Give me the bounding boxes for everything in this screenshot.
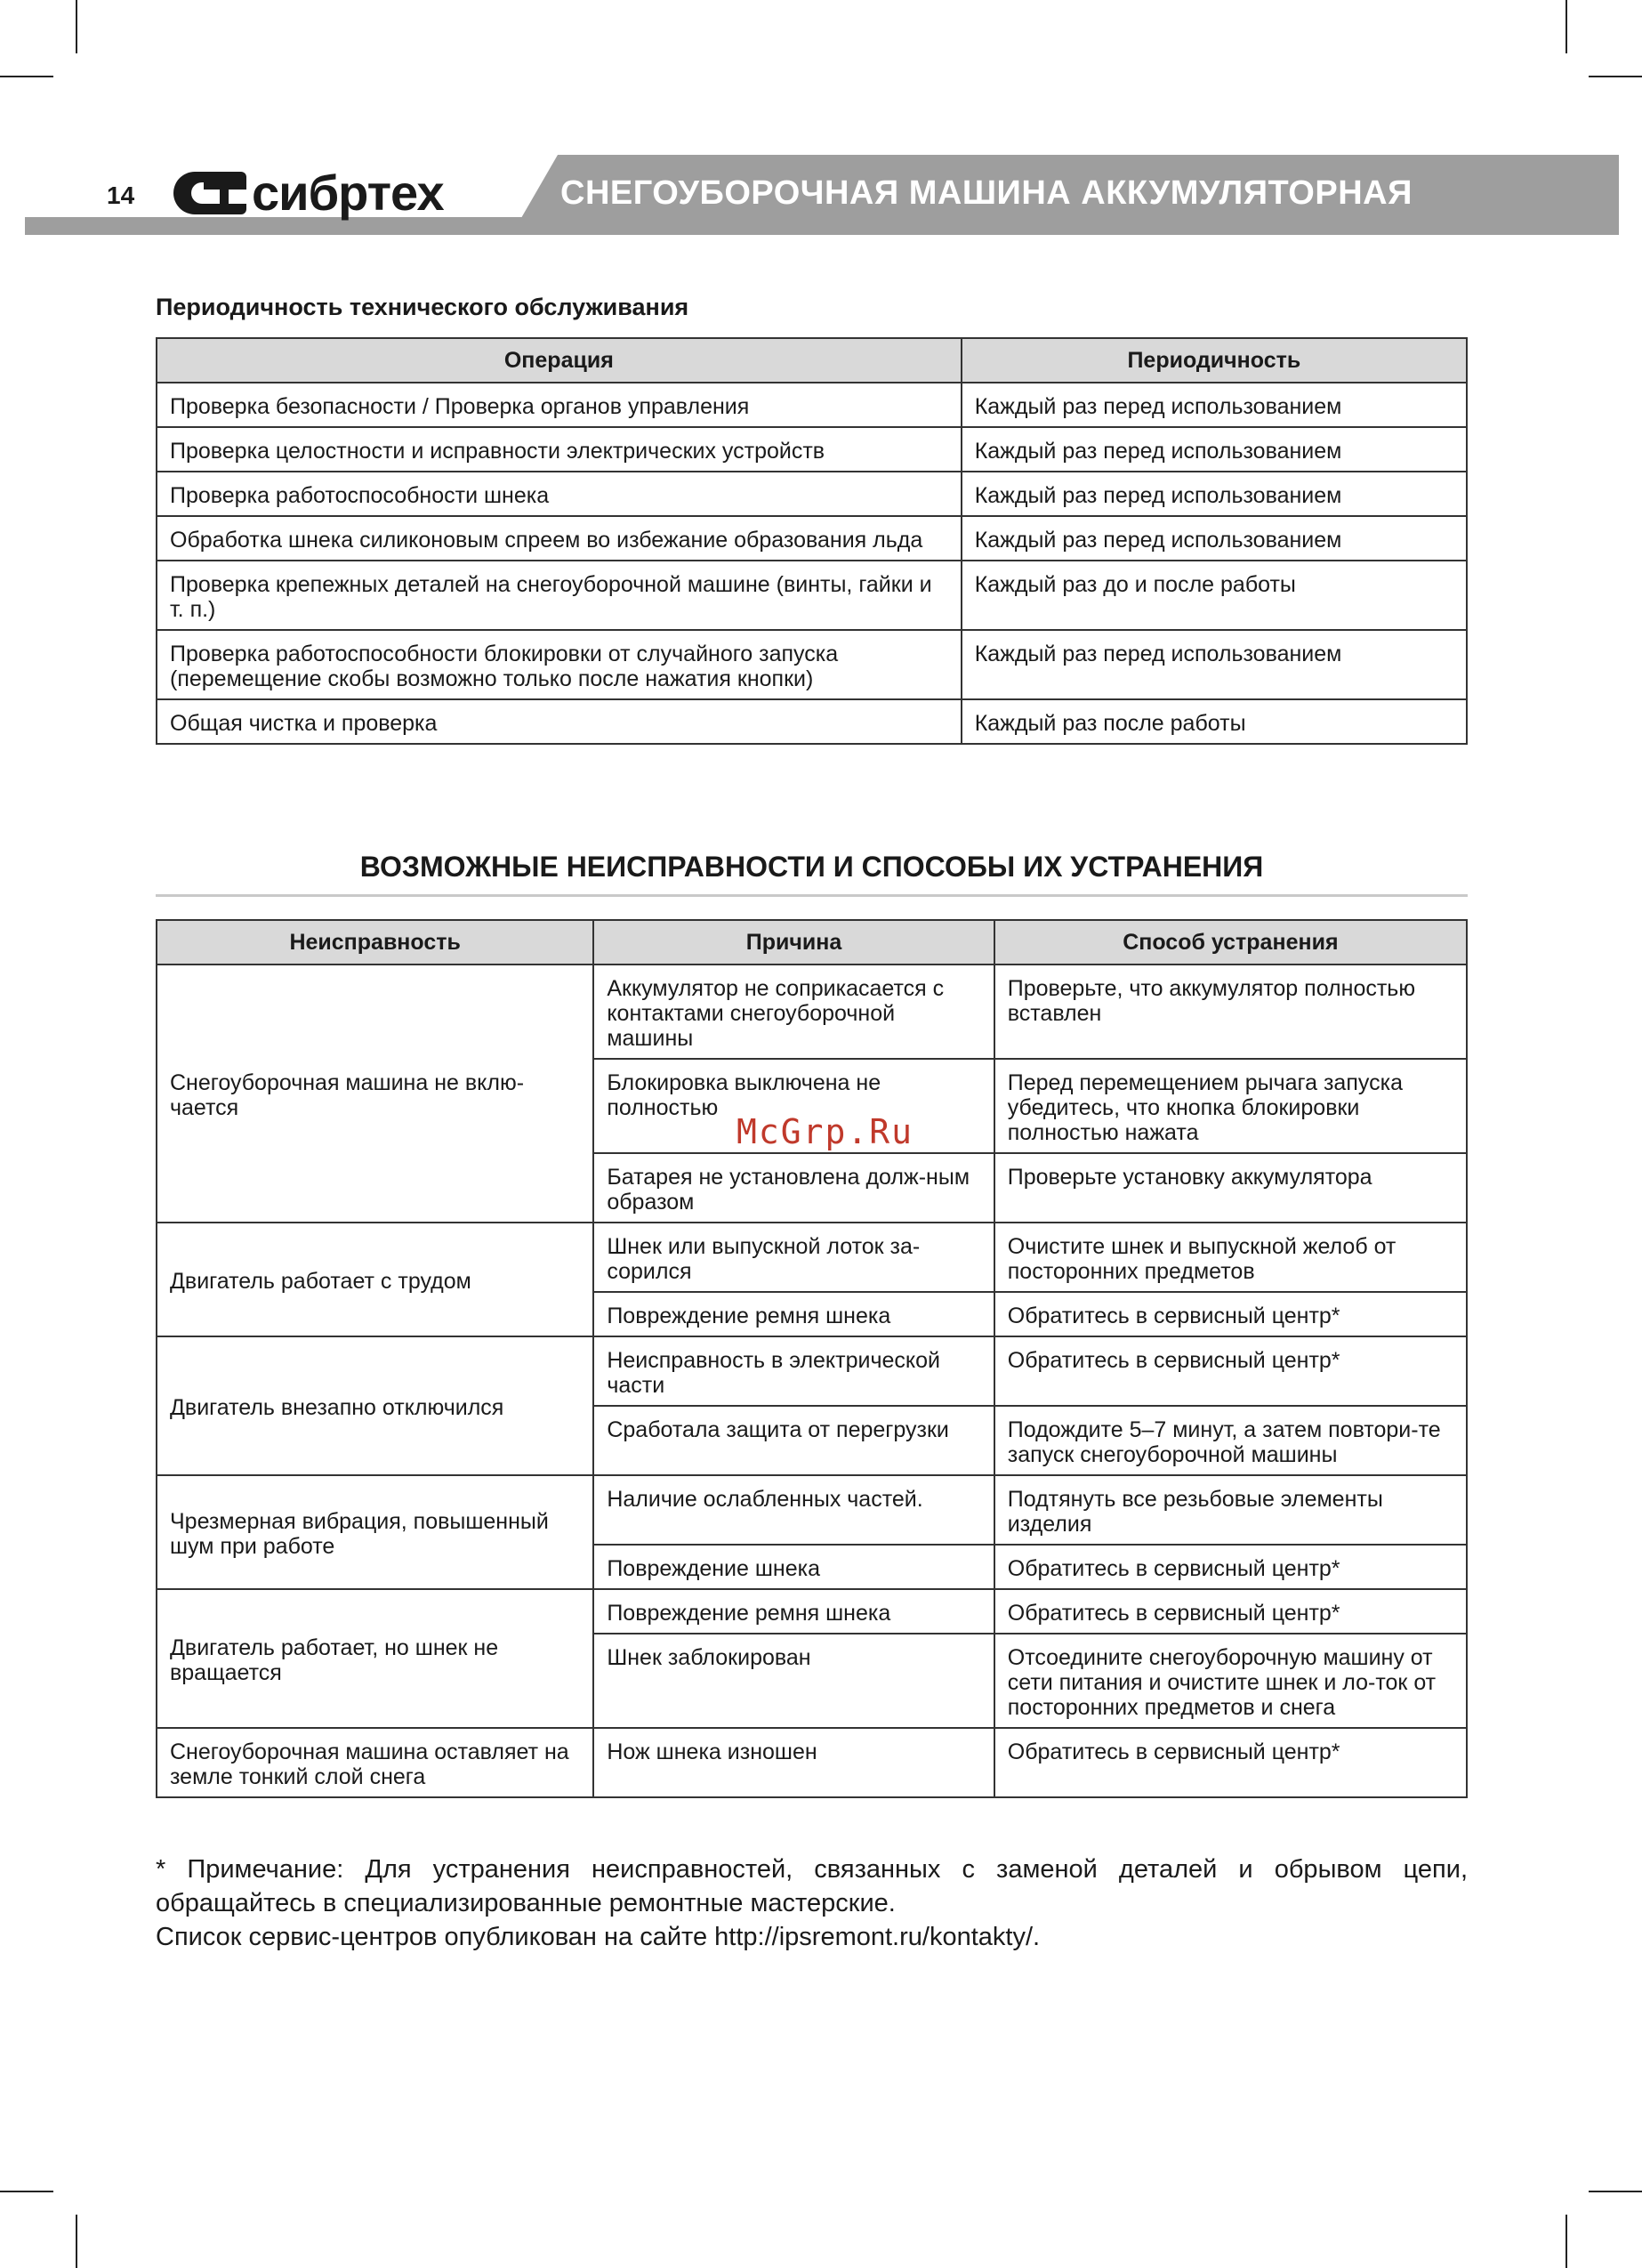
cause-cell: Шнек заблокирован bbox=[593, 1634, 994, 1728]
operation-cell: Проверка работоспособности блокировки от случайного запуска (перемещение скобы возможно только после нажатия кнопки) bbox=[157, 630, 962, 699]
page-number: 14 bbox=[107, 182, 135, 209]
period-cell: Каждый раз перед использованием bbox=[962, 427, 1467, 472]
cause-cell: Батарея не установлена долж-ным образом bbox=[593, 1153, 994, 1223]
troubleshooting-title: ВОЗМОЖНЫЕ НЕИСПРАВНОСТИ И СПОСОБЫ ИХ УСТРАНЕНИЯ bbox=[359, 851, 1264, 883]
period-cell: Каждый раз до и после работы bbox=[962, 561, 1467, 630]
column-header-period: Периодичность bbox=[962, 338, 1467, 383]
remedy-cell: Отсоедините снегоуборочную машину от сети питания и очистите шнек и ло-ток от посторонних предметов и снега bbox=[994, 1634, 1467, 1728]
crop-mark bbox=[1566, 2215, 1567, 2268]
table-header-row bbox=[157, 338, 1467, 383]
column-header-fault: Неисправность bbox=[157, 920, 593, 965]
remedy-cell: Обратитесь в сервисный центр* bbox=[994, 1728, 1467, 1797]
operation-cell: Проверка крепежных деталей на снегоуборочной машине (винты, гайки и т. п.) bbox=[157, 561, 962, 630]
logo-mark-icon bbox=[173, 172, 246, 214]
table-row bbox=[157, 472, 1467, 516]
table-row bbox=[157, 516, 1467, 561]
cause-cell: Неисправность в электрической части bbox=[593, 1336, 994, 1406]
watermark: McGrp.Ru bbox=[736, 1112, 914, 1151]
crop-mark bbox=[0, 76, 53, 77]
cause-cell: Наличие ослабленных частей. bbox=[593, 1475, 994, 1545]
table-header-row bbox=[157, 920, 1467, 965]
table-row bbox=[157, 1589, 1467, 1634]
column-header-remedy: Способ устранения bbox=[994, 920, 1467, 965]
remedy-cell: Подтянуть все резьбовые элементы изделия bbox=[994, 1475, 1467, 1545]
column-header-operation: Операция bbox=[157, 338, 962, 383]
cause-cell: Повреждение шнека bbox=[593, 1545, 994, 1589]
table-row bbox=[157, 427, 1467, 472]
table-row bbox=[157, 1728, 1467, 1797]
fault-cell: Снегоуборочная машина не вклю-чается bbox=[157, 965, 593, 1223]
table-row bbox=[157, 1223, 1467, 1292]
operation-cell: Проверка работоспособности шнека bbox=[157, 472, 962, 516]
remedy-cell: Обратитесь в сервисный центр* bbox=[994, 1292, 1467, 1336]
remedy-cell: Проверьте установку аккумулятора bbox=[994, 1153, 1467, 1223]
remedy-cell: Обратитесь в сервисный центр* bbox=[994, 1545, 1467, 1589]
remedy-cell: Перед перемещением рычага запуска убедитесь, что кнопка блокировки полностью нажата bbox=[994, 1059, 1467, 1153]
operation-cell: Проверка безопасности / Проверка органов управления bbox=[157, 383, 962, 427]
document-title: СНЕГОУБОРОЧНАЯ МАШИНА АККУМУЛЯТОРНАЯ bbox=[560, 174, 1413, 212]
cause-cell: Блокировка выключена не полностью bbox=[593, 1059, 994, 1153]
remedy-cell: Обратитесь в сервисный центр* bbox=[994, 1336, 1467, 1406]
operation-cell: Обработка шнека силиконовым спреем во избежание образования льда bbox=[157, 516, 962, 561]
period-cell: Каждый раз перед использованием bbox=[962, 630, 1467, 699]
remedy-cell: Очистите шнек и выпускной желоб от посторонних предметов bbox=[994, 1223, 1467, 1292]
remedy-cell: Обратитесь в сервисный центр* bbox=[994, 1589, 1467, 1634]
fault-cell: Двигатель внезапно отключился bbox=[157, 1336, 593, 1475]
crop-mark bbox=[1589, 2191, 1642, 2192]
maintenance-title: Периодичность технического обслуживания bbox=[156, 294, 689, 320]
period-cell: Каждый раз перед использованием bbox=[962, 516, 1467, 561]
table-row bbox=[157, 383, 1467, 427]
period-cell: Каждый раз перед использованием bbox=[962, 383, 1467, 427]
footnote bbox=[156, 1852, 1468, 1954]
cause-cell: Повреждение ремня шнека bbox=[593, 1292, 994, 1336]
maintenance-table bbox=[156, 337, 1468, 745]
table-row bbox=[157, 965, 1467, 1059]
table-row bbox=[157, 630, 1467, 699]
crop-mark bbox=[1589, 76, 1642, 77]
crop-mark bbox=[1566, 0, 1567, 53]
period-cell: Каждый раз перед использованием bbox=[962, 472, 1467, 516]
crop-mark bbox=[76, 2215, 77, 2268]
period-cell: Каждый раз после работы bbox=[962, 699, 1467, 744]
cause-cell: Аккумулятор не соприкасается с контактами снегоуборочной машины bbox=[593, 965, 994, 1059]
table-row bbox=[157, 1336, 1467, 1406]
remedy-cell: Подождите 5–7 минут, а затем повтори-те запуск снегоуборочной машины bbox=[994, 1406, 1467, 1475]
cause-cell: Шнек или выпускной лоток за-сорился bbox=[593, 1223, 994, 1292]
logo-text: сибртех bbox=[252, 165, 444, 221]
crop-mark bbox=[76, 0, 77, 53]
fault-cell: Двигатель работает, но шнек не вращается bbox=[157, 1589, 593, 1728]
footnote-text: * Примечание: Для устранения неисправностей, связанных с заменой деталей и обрывом цепи, обращайтесь в специализированные ремонтные мастерские. bbox=[156, 1855, 1468, 1917]
cause-cell: Повреждение ремня шнека bbox=[593, 1589, 994, 1634]
remedy-cell: Проверьте, что аккумулятор полностью вставлен bbox=[994, 965, 1467, 1059]
operation-cell: Общая чистка и проверка bbox=[157, 699, 962, 744]
fault-cell: Снегоуборочная машина оставляет на земле тонкий слой снега bbox=[157, 1728, 593, 1797]
table-row bbox=[157, 699, 1467, 744]
cause-cell: Сработала защита от перегрузки bbox=[593, 1406, 994, 1475]
footnote-service-link: Список сервис-центров опубликован на сайте http://ipsremont.ru/kontakty/. bbox=[156, 1923, 1041, 1951]
table-row bbox=[157, 561, 1467, 630]
table-row bbox=[157, 1475, 1467, 1545]
operation-cell: Проверка целостности и исправности электрических устройств bbox=[157, 427, 962, 472]
crop-mark bbox=[0, 2191, 53, 2192]
fault-cell: Двигатель работает с трудом bbox=[157, 1223, 593, 1336]
section-divider bbox=[156, 894, 1468, 897]
brand-logo bbox=[173, 162, 444, 224]
troubleshooting-table bbox=[156, 919, 1468, 1798]
fault-cell: Чрезмерная вибрация, повышенный шум при работе bbox=[157, 1475, 593, 1589]
cause-cell: Нож шнека изношен bbox=[593, 1728, 994, 1797]
column-header-cause: Причина bbox=[593, 920, 994, 965]
